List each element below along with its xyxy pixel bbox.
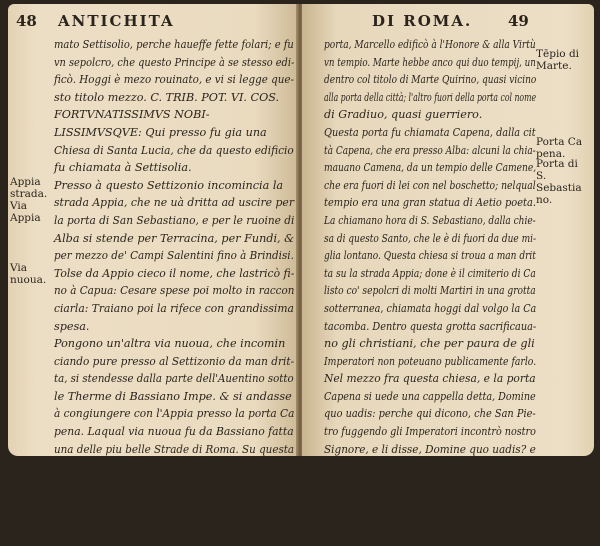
right-body-line: Imperatori non poteuano publicamente farlo. <box>324 354 537 368</box>
right-body-line: D nella <box>324 530 365 544</box>
right-body-line: tro fuggendo gli Imperatori incontrò nostro <box>324 425 536 439</box>
right-body-line: quo uadis: perche qui dicono, che San Pie- <box>324 407 536 421</box>
left-page <box>8 4 298 544</box>
right-page-body <box>324 36 536 546</box>
left-body-line: ciarla: Traiano poi la rifece con grandissima <box>54 301 294 315</box>
left-body-line: uia nuoua sotto le dette Therme edificò Bas- <box>54 460 295 474</box>
right-body-line: Questa porta fu chiamata Capena, dalla cit <box>324 125 536 139</box>
right-body-line: ta su la strada Appia; done è il cimiterio di Ca <box>324 266 536 280</box>
right-body-line: mauano Camena, da un tempio delle Camene, <box>324 161 537 175</box>
left-body-line: sto titolo mezzo. C. TRIB. POT. VI. COS. <box>54 90 280 104</box>
page-number-left: 48 <box>16 12 37 30</box>
right-body-line: Capena si uede una cappella detta, Domine <box>324 389 536 403</box>
left-body-line: ta, si stendesse dalla parte dell'Auentino sotto <box>54 372 294 386</box>
left-body-line: LISSIMVSQVE: Qui presso fu gia una <box>54 125 267 139</box>
left-body-line: è hora la Chiesa di San Nereo. <box>54 495 228 509</box>
running-head-left: ANTICHITA <box>58 12 175 30</box>
page-number-right: 49 <box>508 12 529 30</box>
left-body-line: Tolse da Appio cieco il nome, che lastricò fi- <box>54 266 295 280</box>
right-body-line: vn tempio. Marte hebbe anco qui duo tempij, un <box>324 55 536 69</box>
right-body-line: tà Capena, che era presso Alba: alcuni la chia- <box>324 143 536 157</box>
right-body-line: dentro col titolo di Marte Quirino, quasi vicino <box>324 73 537 87</box>
left-body-line: spesa. <box>54 319 90 333</box>
left-page-body <box>54 36 294 546</box>
right-body-line: fu fatta cappella satta: hora questo marmo si uede <box>324 513 536 527</box>
right-body-line: La chiamano hora di S. Sebastiano, dalla chie- <box>324 213 536 227</box>
right-body-line: di Gradiuo, quasi guerriero. <box>324 108 483 122</box>
right-body-line: glia lontano. Questa chiesa si troua a man drit <box>324 249 536 263</box>
left-body-line: le Therme di Bassiano Impe. & si andasse <box>54 389 292 403</box>
left-body-line: una delle piu belle Strade di Roma. Su questa <box>54 442 295 456</box>
right-body-line: che era fuori di lei con nel boschetto; nelqual <box>324 178 536 192</box>
left-body-line: Alba si stende per Terracina, per Fundi, & <box>54 231 295 245</box>
marginal-note-tempio-marte: Tēpio di Marte. <box>536 48 580 72</box>
right-body-line: sa di questo Santo, che le è di fuori da due mi- <box>324 231 536 245</box>
running-head-right: DI ROMA. <box>372 12 473 30</box>
right-body-line: tempio era una gran statua di Aetio poeta. <box>324 196 536 210</box>
left-body-line: ciando pure presso al Settizonio da man drit- <box>54 354 295 368</box>
right-body-line: che li fosse risposto; In Roma ad essere posto di <box>324 460 536 474</box>
left-body-line: vn sepolcro, che questo Principe à se stesso edi- <box>54 55 295 69</box>
left-body-line: la porta di San Sebastiano, e per le ruoine di <box>54 213 295 227</box>
left-body-line: strada Appia, che ne uà dritta ad uscire per <box>54 196 295 210</box>
left-body-line: Su la strada Appia, prima che s'uscisse la <box>54 513 290 527</box>
left-body-line: porta <box>54 530 85 544</box>
marginal-note-appia: Appia strada. Via Appia <box>10 176 48 224</box>
right-page <box>302 4 594 544</box>
marginal-note-porta-sebastiano: Porta di S. Sebastia no. <box>536 158 582 206</box>
right-body-line: Nel mezzo fra questa chiesa, e la porta <box>324 372 536 386</box>
left-body-line: Chiesa di Santa Lucia, che da questo edificio <box>54 143 294 157</box>
left-body-line: FORTVNATISSIMVS NOBI- <box>54 108 210 122</box>
left-body-line: Presso à questo Settizonio incomincia la <box>54 178 284 192</box>
left-body-line: ficò. Hoggi è mezo rouinato, e vi si legge que- <box>54 73 294 87</box>
left-body-line: mato Settisolio, perche haueffe fette folari; e fu <box>54 38 294 51</box>
right-body-line: tacomba. Dentro questa grotta sacrificaua- <box>324 319 537 333</box>
left-body-line: fu chiamata à Settisolia. <box>54 161 192 175</box>
marginal-note-porta-capena: Porta Ca pena. <box>536 136 583 160</box>
left-body-line: siano ad Iside un Tempio, che fu presso, doue <box>54 477 295 491</box>
right-body-line: no gli christiani, che per paura de gli <box>324 337 535 351</box>
left-body-line: Pongono un'altra via nuoua, che incomin <box>54 337 286 351</box>
left-body-line: no à Capua: Cesare spese poi molto in raccon <box>54 284 295 298</box>
right-body-line: piedi stampate in un marmo: per tal cagione <box>324 495 536 509</box>
right-body-line: nuouo in Croce: Vi si uedeuano gia le orme de' <box>324 477 537 491</box>
left-body-line: pena. Laqual via nuoua fu da Bassiano fatta <box>54 425 294 439</box>
right-body-line: alla porta della città; l'altro fuori della porta col nome <box>324 90 537 104</box>
marginal-note-via-nuova: Via nuoua. <box>10 262 47 286</box>
left-body-line: per mezzo de' Campi Salentini fino à Brindisi. <box>54 249 294 263</box>
right-body-line: listo co' sepolcri di molti Martiri in una grotta <box>324 284 536 298</box>
right-body-line: sotterranea, chiamata hoggi dal volgo la Ca <box>324 301 537 315</box>
right-body-line: porta, Marcello edificò à l'Honore & alla Virtù <box>324 38 536 51</box>
right-body-line: Signore, e li disse, Domine quo uadis? e <box>324 442 536 456</box>
left-body-line: à congiungere con l'Appia presso la porta Ca <box>54 407 295 421</box>
